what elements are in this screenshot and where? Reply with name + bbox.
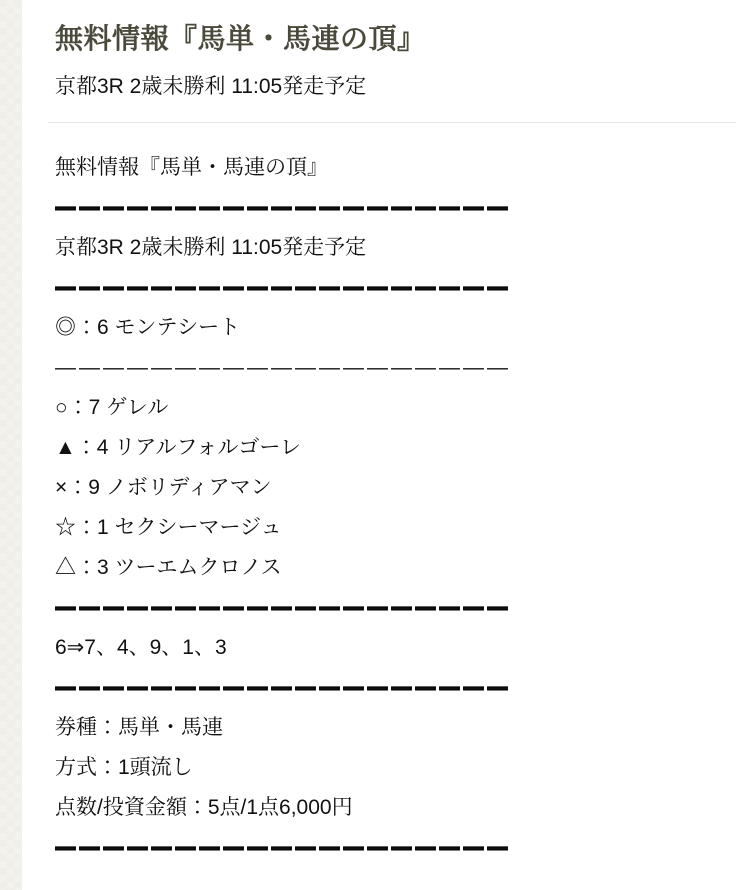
separator-bold: ——————————————————— (55, 836, 511, 859)
article-intro: 無料情報『馬単・馬連の頂』 (55, 156, 328, 179)
formation-line: 6⇒7、4、9、1、3 (55, 636, 227, 659)
points-line: 点数/投資金額：5点/1点6,000円 (55, 796, 353, 819)
header-race-info: 京都3R 2歳未勝利 11:05発走予定 (55, 75, 367, 98)
method-line: 方式：1頭流し (55, 756, 193, 779)
separator-bold: ——————————————————— (55, 596, 511, 619)
separator-thin: ——————————————————— (55, 356, 511, 379)
article-body (55, 123, 736, 862)
mark-line-himo2: ▲：4 リアルフォルゴーレ (55, 436, 301, 459)
separator-bold: ——————————————————— (55, 676, 511, 699)
bet-type-line: 券種：馬単・馬連 (55, 716, 223, 739)
mark-line-himo5: △：3 ツーエムクロノス (55, 556, 282, 579)
mark-line-himo1: ○：7 ゲレル (55, 396, 169, 419)
body-race-info: 京都3R 2歳未勝利 11:05発走予定 (55, 236, 367, 259)
article-header (55, 20, 736, 100)
page-title: 無料情報『馬単・馬連の頂』 (55, 23, 426, 54)
content-card (22, 0, 736, 890)
separator-bold: ——————————————————— (55, 276, 511, 299)
mark-line-himo4: ☆：1 セクシーマージュ (55, 516, 282, 539)
mark-line-himo3: ×：9 ノボリディアマン (55, 476, 272, 499)
main-pick-line: ◎：6 モンテシート (55, 316, 241, 339)
separator-bold: ——————————————————— (55, 196, 511, 219)
